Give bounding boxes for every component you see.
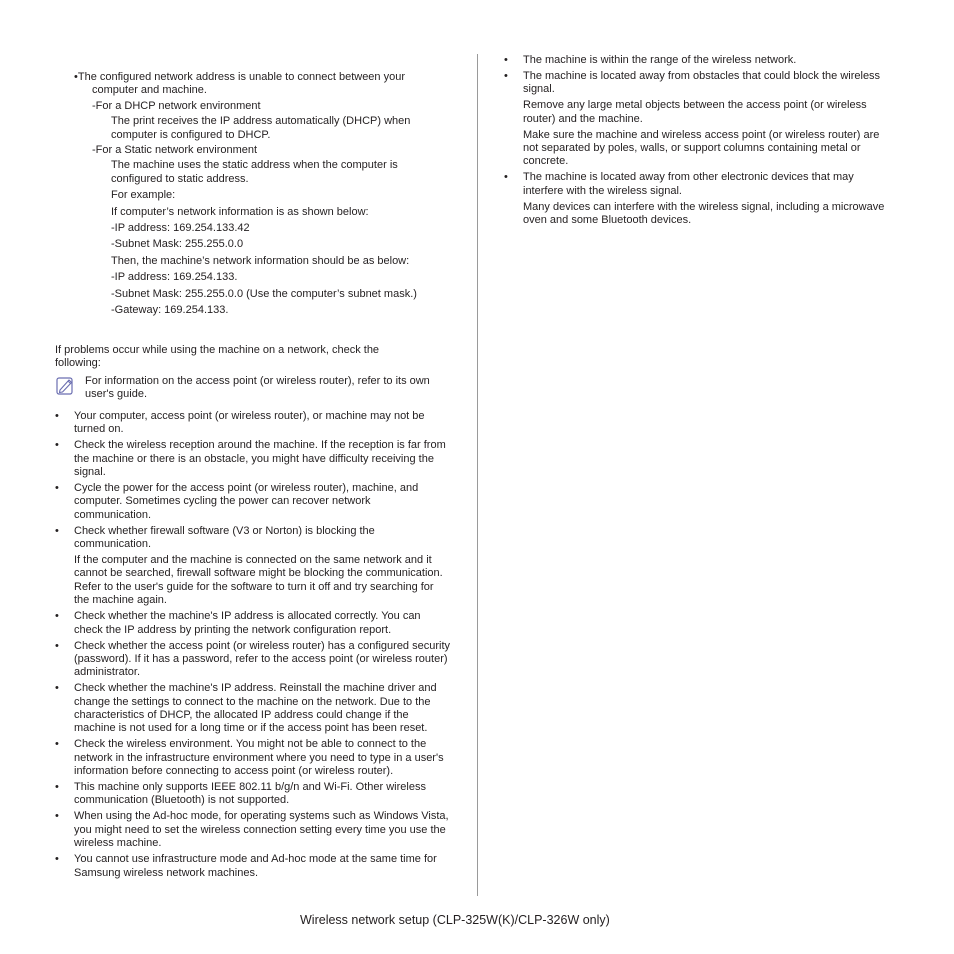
list-item: • Check whether the access point (or wireless router) has a configured security (password). If it has a password, refer to the access point (or wireless router) administrator. bbox=[55, 639, 451, 679]
column-divider bbox=[477, 54, 478, 896]
list-item-detail: Remove any large metal objects between the access point (or wireless router) and the machine. bbox=[523, 99, 867, 125]
wireless-checklist-right bbox=[504, 54, 896, 230]
dhcp-environment-text: The print receives the IP address automatically (DHCP) when computer is configured to DHCP. bbox=[111, 115, 411, 141]
bullet-dot: • bbox=[55, 524, 59, 537]
list-item: • Cycle the power for the access point (or wireless router), machine, and computer. Sometimes cycling the power can recover network communication. bbox=[55, 482, 419, 521]
static-environment-text: The machine uses the static address when the computer is configured to static address. bbox=[111, 159, 398, 185]
bullet-dot: • bbox=[55, 682, 59, 695]
note-text: For information on the access point (or wireless router), refer to its own user's guide. bbox=[85, 375, 430, 401]
bullet-dot: • bbox=[55, 853, 59, 866]
network-checklist-left bbox=[55, 410, 450, 882]
bullet-dot: • bbox=[55, 810, 59, 823]
network-address-item bbox=[74, 71, 449, 98]
machine-subnet-mask: -Subnet Mask: 255.255.0.0 (Use the computer’s subnet mask.) bbox=[111, 287, 417, 300]
static-environment-label: -For a Static network environment bbox=[92, 144, 258, 157]
bullet-dot: • bbox=[55, 439, 59, 452]
list-item: • The machine is within the range of the wireless network. bbox=[504, 54, 797, 66]
example-label: For example: bbox=[111, 189, 176, 202]
bullet-dot: • bbox=[55, 781, 59, 794]
list-item-detail: Make sure the machine and wireless access point (or wireless router) are not separated by poles, walls, or support columns containing metal or concrete. bbox=[523, 128, 880, 168]
bullet-dot: • bbox=[504, 171, 508, 184]
list-item: • When using the Ad-hoc mode, for operating systems such as Windows Vista, you might need to set the wireless connection setting every time you use the wireless machine. bbox=[55, 810, 449, 850]
list-item: • This machine only supports IEEE 802.11 b/g/n and Wi-Fi. Other wireless communication (Bluetooth) is not supported. bbox=[55, 781, 426, 807]
dhcp-environment-label: -For a DHCP network environment bbox=[92, 99, 261, 112]
list-item-detail: If the computer and the machine is connected on the same network and it cannot be searched, firewall software might be blocking the communication. Refer to the user's guide for the software to turn it off and try searching for the machine again. bbox=[74, 554, 443, 607]
computer-ip-address: -IP address: 169.254.133.42 bbox=[111, 222, 250, 235]
list-item: • The machine is located away from other electronic devices that may interfere with the wireless signal. Many devices can interfere with the wireless signal, including a microwave oven and some Bluetooth devices. bbox=[504, 171, 896, 227]
bullet-dot: • bbox=[55, 738, 59, 751]
bullet-dot: • bbox=[55, 610, 59, 623]
computer-info-label: If computer’s network information is as shown below: bbox=[111, 205, 369, 218]
page-footer: Wireless network setup (CLP-325W(K)/CLP-326W only) bbox=[300, 913, 610, 927]
bullet-dot: • bbox=[55, 410, 59, 422]
bullet-dot: • bbox=[74, 71, 78, 83]
list-item: • The machine is located away from obstacles that could block the wireless signal. Remove any large metal objects between the access point (or wireless router) and the machine. Make sure the machine and wireless access point (or wireless router) are not separated by poles, walls, or support columns containing metal or concrete. bbox=[504, 70, 896, 169]
network-address-item-text: The configured network address is unable to connect between your computer and machine. bbox=[77, 71, 406, 97]
machine-ip-address: -IP address: 169.254.133. bbox=[111, 271, 238, 284]
note-pencil-icon bbox=[56, 376, 76, 396]
note-box bbox=[55, 375, 445, 402]
troubleshoot-intro: If problems occur while using the machine on a network, check the following: bbox=[55, 344, 380, 370]
computer-subnet-mask: -Subnet Mask: 255.255.0.0 bbox=[111, 238, 244, 251]
list-item: • You cannot use infrastructure mode and Ad-hoc mode at the same time for Samsung wireless network machines. bbox=[55, 853, 437, 879]
bullet-dot: • bbox=[504, 69, 508, 82]
list-item: • Check whether the machine's IP address. Reinstall the machine driver and change the settings to connect to the machine on the network. Due to the characteristics of DHCP, the allocated IP address could change if the machine is not used for a long time or if the access point has been reset. bbox=[55, 682, 437, 735]
list-item: • Check the wireless reception around the machine. If the reception is far from the machine or there is an obstacle, you might have difficulty receiving the signal. bbox=[55, 439, 446, 479]
list-item-detail: Many devices can interfere with the wireless signal, including a microwave oven and some Bluetooth devices. bbox=[523, 200, 885, 226]
bullet-dot: • bbox=[504, 54, 508, 66]
machine-info-label: Then, the machine’s network information should be as below: bbox=[111, 254, 410, 267]
network-address-issue-block bbox=[74, 71, 449, 318]
list-item: • Your computer, access point (or wireless router), or machine may not be turned on. bbox=[55, 410, 425, 436]
bullet-dot: • bbox=[55, 639, 59, 652]
bullet-dot: • bbox=[55, 482, 59, 495]
list-item: • Check whether the machine's IP address is allocated correctly. You can check the IP address by printing the network configuration report. bbox=[55, 610, 421, 636]
list-item: • Check whether firewall software (V3 or Norton) is blocking the communication. If the computer and the machine is connected on the same network and it cannot be searched, firewall software might be blocking the communication. Refer to the user's guide for the software to turn it off and try searching for the machine again. bbox=[55, 525, 450, 608]
list-item: • Check the wireless environment. You might not be able to connect to the network in the infrastructure environment where you need to type in a user's information before connecting to access point (or wireless router). bbox=[55, 738, 444, 778]
machine-gateway: -Gateway: 169.254.133. bbox=[111, 304, 229, 317]
